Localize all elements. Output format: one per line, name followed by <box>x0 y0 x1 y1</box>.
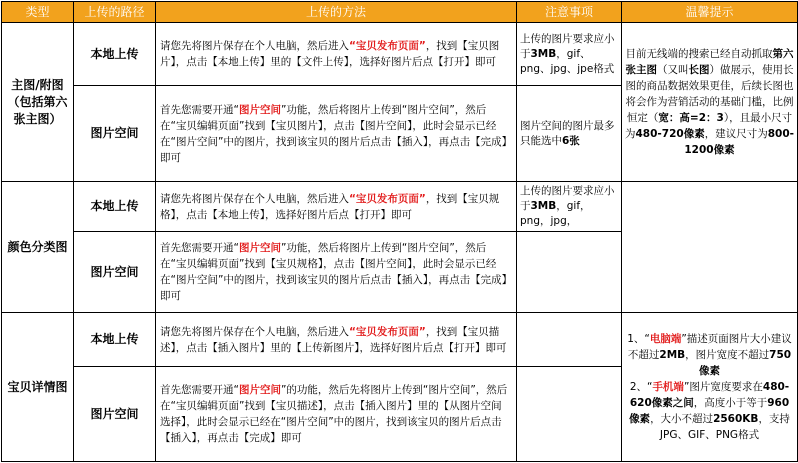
type-label-line: 颜色分类图 <box>7 239 68 254</box>
type-cell-detail-image <box>2 313 74 462</box>
path-cell: 本地上传 <box>74 182 156 232</box>
note-cell <box>517 313 622 367</box>
path-cell: 图片空间 <box>74 367 156 462</box>
bold-text: 第六张主图 <box>625 48 794 76</box>
header-notes: 注意事项 <box>517 2 622 23</box>
method-cell: 首先您需要开通“图片空间”功能，然后将图片上传到“图片空间”，然后在“宝贝编辑页面”找到【宝贝图片】，点击【图片空间】，此时会显示已经在“图片空间”中的图片，找到该宝贝的图片后点击【插入】，再点击【完成】即可 <box>156 86 517 182</box>
highlight-text: 图片空间 <box>238 103 281 116</box>
method-cell: 首先您需要开通“图片空间”功能，然后将图片上传到“图片空间”，然后在“宝贝编辑页面”找到【宝贝规格】，点击【图片空间】，此时会显示已经在“图片空间”中的图片，找到该宝贝的图片后点击【插入】，再点击【完成】即可 <box>156 232 517 313</box>
highlight-text: 电脑端 <box>649 333 682 345</box>
highlight-text: 图片空间 <box>238 242 281 254</box>
header-type: 类型 <box>2 2 74 23</box>
header-path: 上传的路径 <box>74 2 156 23</box>
table-row <box>2 182 798 232</box>
bold-text: 480-620像素之间 <box>629 381 790 409</box>
bold-text: 6张 <box>562 134 580 147</box>
tip-cell-detail-image: 1、“电脑端”描述页面图片大小建议不超过2MB，图片宽度不超过750像素 2、“手机端”图片宽度要求在480-620像素之间，高度小于等于960像素，大小不超过2560KB，支持JPG、GIF、PNG格式 <box>622 313 798 462</box>
note-cell: 上传的图片要求应小于3MB，gif，png，jpg， <box>517 182 622 232</box>
note-cell: 图片空间的图片最多只能选中6张 <box>517 86 622 182</box>
method-cell: 请您先将图片保存在个人电脑，然后进入“宝贝发布页面”，找到【宝贝规格】，点击【本地上传】，选择好图片后点【打开】即可 <box>156 182 517 232</box>
upload-guide-table-wrapper <box>1 1 797 461</box>
note-cell: 上传的图片要求应小于3MB，gif、png、jpg、jpe格式 <box>517 23 622 86</box>
highlight-text: “宝贝发布页面” <box>349 325 426 338</box>
note-cell <box>517 367 622 462</box>
bold-text: 800-1200像素 <box>684 128 794 156</box>
bold-text: 3MB <box>530 200 557 212</box>
note-cell <box>517 232 622 313</box>
type-label-line: 宝贝详情图 <box>7 379 68 394</box>
highlight-text: “宝贝发布页面” <box>349 192 426 205</box>
header-tips: 温馨提示 <box>622 2 798 23</box>
type-label-line: 主图/附图 <box>11 77 64 92</box>
table-row <box>2 23 798 86</box>
table-row <box>2 313 798 367</box>
bold-text: 宽：高=2：3 <box>658 112 724 124</box>
header-method: 上传的方法 <box>156 2 517 23</box>
path-cell: 本地上传 <box>74 313 156 367</box>
type-cell-color-category <box>2 182 74 313</box>
type-label-line: 张主图） <box>13 111 62 126</box>
method-cell: 首先您需要开通“图片空间”的功能，然后先将图片上传到“图片空间”，然后在“宝贝编辑页面”找到【宝贝描述】，点击【插入图片】里的【从图片空间选择】，此时会显示已经在“图片空间”中的图片，找到该宝贝的图片后点击【插入】，再点击【完成】即可 <box>156 367 517 462</box>
highlight-text: 手机端 <box>652 381 684 393</box>
tip-cell-color-category <box>622 182 798 313</box>
bold-text: 750像素 <box>699 349 792 377</box>
bold-text: 2MB <box>659 349 686 361</box>
tip-cell-main-image: 目前无线端的搜索已经自动抓取第六张主图（又叫长图）做展示，使用长图的商品数据效果更佳，后续长图也将会作为营销活动的基础门槛，比例恒定（宽：高=2：3），且最小尺寸为480-720像素，建议尺寸为800-1200像素 <box>622 23 798 182</box>
bold-text: 2560KB <box>713 413 759 425</box>
bold-text: 长图 <box>688 64 710 76</box>
path-cell: 图片空间 <box>74 86 156 182</box>
path-cell: 图片空间 <box>74 232 156 313</box>
method-cell: 请您先将图片保存在个人电脑，然后进入“宝贝发布页面”，找到【宝贝图片】，点击【本地上传】里的【文件上传】，选择好图片后点【打开】即可 <box>156 23 517 86</box>
bold-text: 480-720像素 <box>635 128 705 140</box>
header-row <box>2 2 798 23</box>
upload-guide-table <box>1 1 798 462</box>
method-cell: 请您先将图片保存在个人电脑，然后进入“宝贝发布页面”，找到【宝贝描述】，点击【插入图片】里的【上传新图片】，选择好图片后点【打开】即可 <box>156 313 517 367</box>
bold-text: 3MB <box>530 47 557 60</box>
path-cell: 本地上传 <box>74 23 156 86</box>
highlight-text: “宝贝发布页面” <box>349 40 426 52</box>
type-label-line: （包括第六 <box>7 94 68 109</box>
bold-text: 960像素 <box>629 397 790 425</box>
type-cell-main-image <box>2 23 74 182</box>
highlight-text: 图片空间 <box>238 384 281 396</box>
